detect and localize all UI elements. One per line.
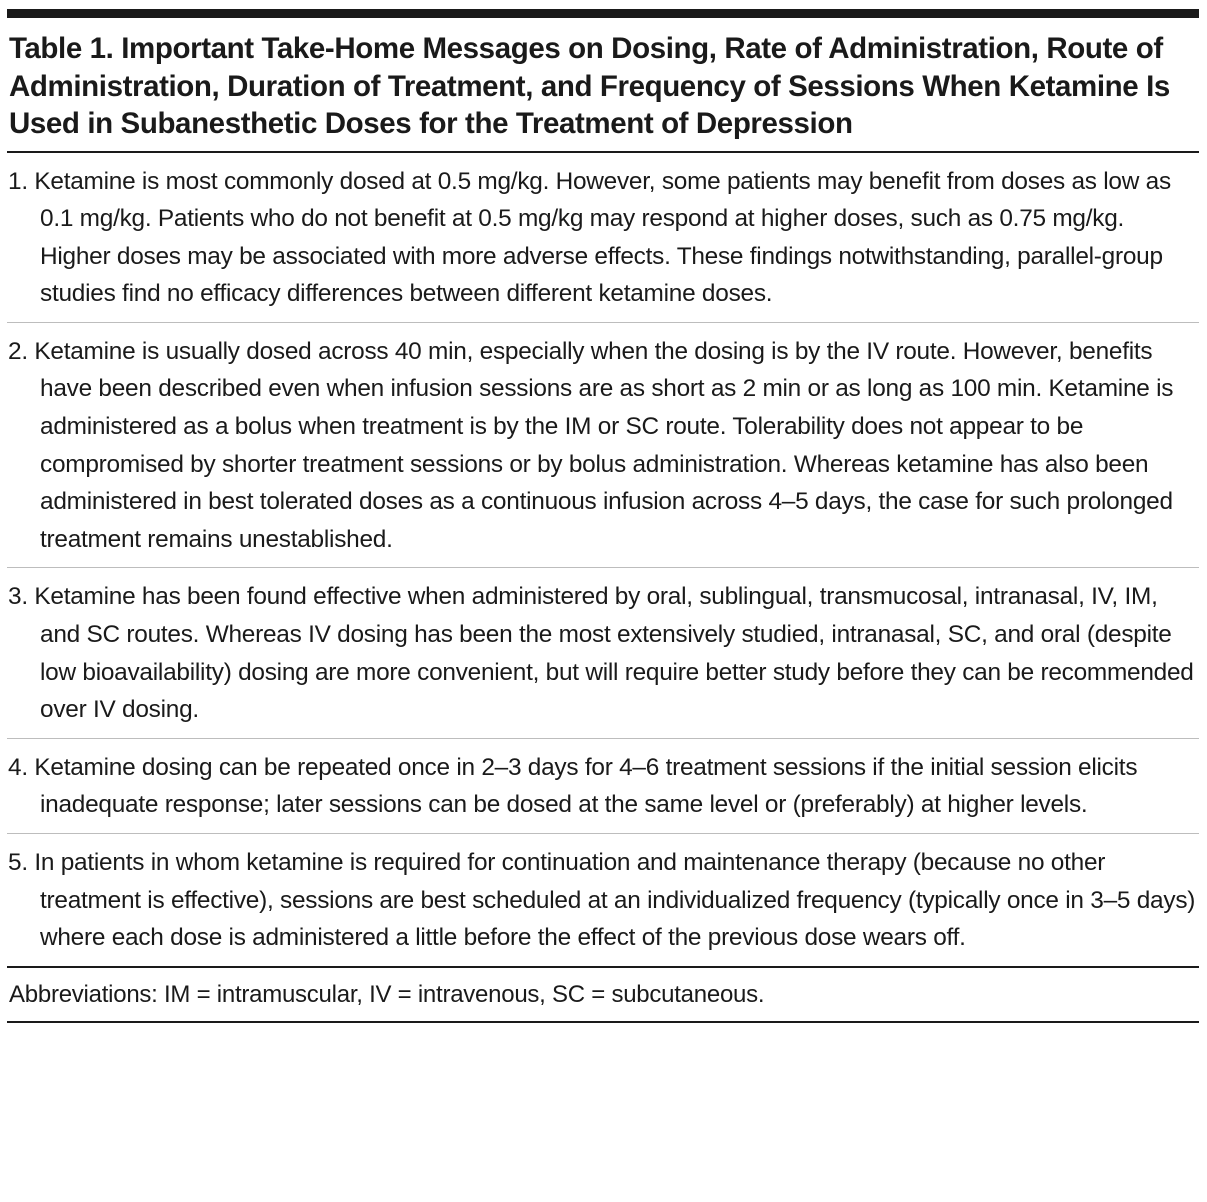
table-row: [7, 834, 1199, 966]
message-1: 1. Ketamine is most commonly dosed at 0.5 mg/kg. However, some patients may benefit from doses as low as 0.1 mg/kg. Patients who do not benefit at 0.5 mg/kg may respond at higher doses, such as 0.75 mg/kg. Higher doses may be associated with more adverse effects. These findings notwithstanding, parallel-group studies find no efficacy differences between different ketamine doses.: [8, 167, 1171, 308]
top-rule: [7, 9, 1199, 18]
bottom-rule: [7, 1021, 1199, 1023]
table-row: [7, 153, 1199, 323]
message-2: 2. Ketamine is usually dosed across 40 min, especially when the dosing is by the IV route. However, benefits have been described even when infusion sessions are as short as 2 min or as long as 100 min. Ketamine is administered as a bolus when treatment is by the IM or SC route. Tolerability does not appear to be compromised by shorter treatment sessions or by bolus administration. Whereas ketamine has also been administered in best tolerated doses as a continuous infusion across 4–5 days, the case for such prolonged treatment remains unestablished.: [8, 337, 1174, 553]
message-4: 4. Ketamine dosing can be repeated once in 2–3 days for 4–6 treatment sessions if the initial session elicits inadequate response; later sessions can be dosed at the same level or (preferably) at higher levels.: [8, 753, 1138, 819]
message-5: 5. In patients in whom ketamine is required for continuation and maintenance therapy (because no other treatment is effective), sessions are best scheduled at an individualized frequency (typically once in 3–5 days) where each dose is administered a little before the effect of the previous dose wears off.: [8, 849, 1196, 952]
table-title: Table 1. Important Take-Home Messages on Dosing, Rate of Administration, Route of Administration, Duration of Treatment, and Frequency of Sessions When Ketamine Is Used in Subanesthetic Doses for the Treatment of Depression: [9, 32, 1170, 140]
message-3: 3. Ketamine has been found effective when administered by oral, sublingual, transmucosal, intranasal, IV, IM, and SC routes. Whereas IV dosing has been the most extensively studied, intranasal, SC, and oral (despite low bioavailability) dosing are more convenient, but will require better study before they can be recommended over IV dosing.: [8, 583, 1194, 724]
table-1: [7, 9, 1199, 1023]
table-row: [7, 323, 1199, 569]
table-row: [7, 568, 1199, 738]
abbreviations-footnote: Abbreviations: IM = intramuscular, IV = intravenous, SC = subcutaneous.: [9, 980, 765, 1008]
message-list: [7, 153, 1199, 966]
table-row: [7, 739, 1199, 834]
